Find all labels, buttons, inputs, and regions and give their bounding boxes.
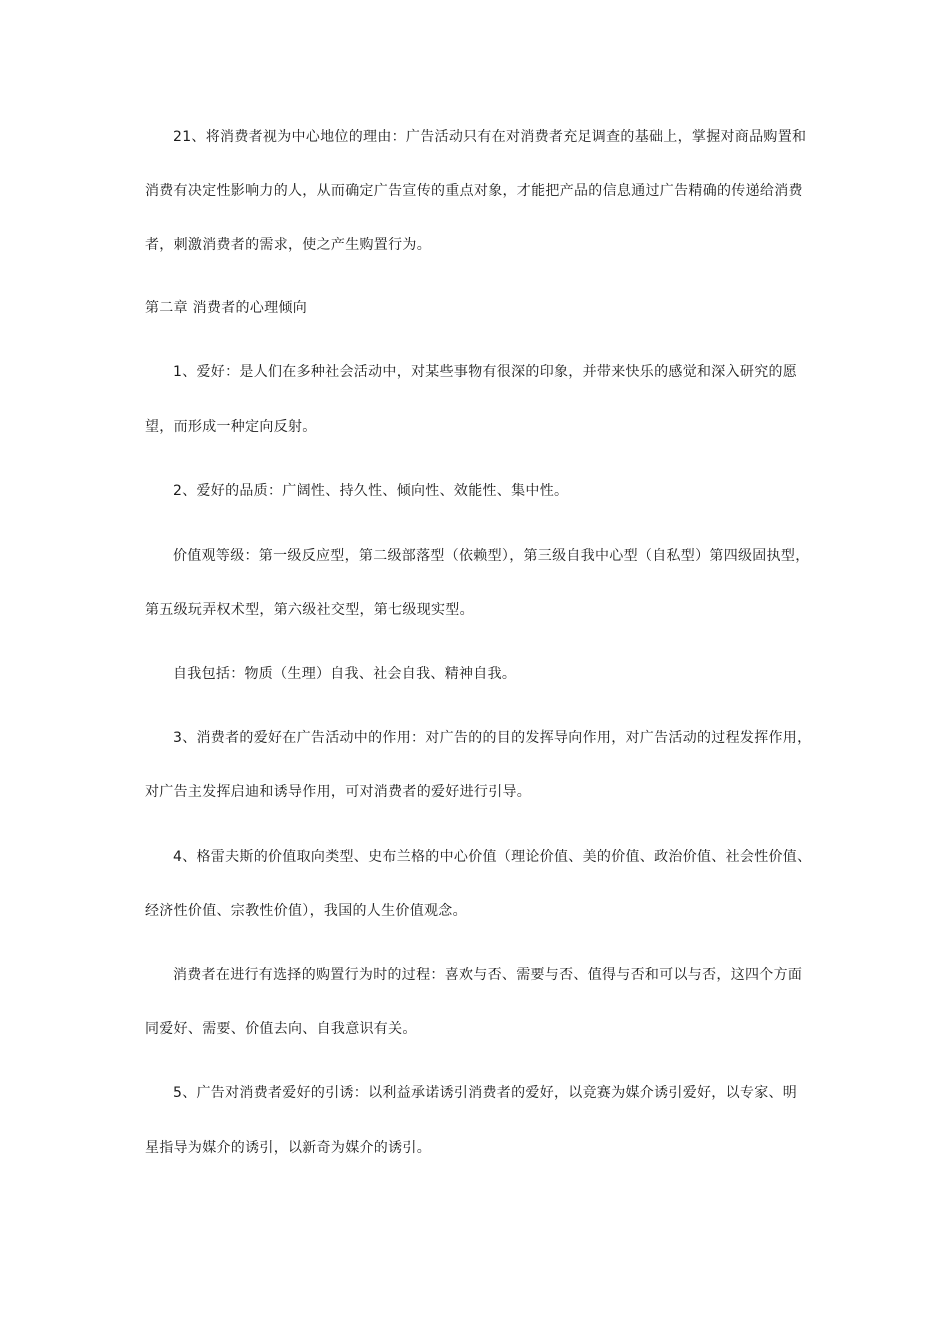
purchase-process-line-1: 消费者在进行有选择的购置行为时的过程：喜欢与否、需要与否、值得与否和可以与否，这四个方面 [173, 967, 803, 983]
paragraph-21-line-3: 者，刺激消费者的需求，使之产生购置行为。 [145, 237, 431, 253]
item-1-line-2: 望，而形成一种定向反射。 [145, 419, 317, 435]
value-levels-line-1: 价值观等级：第一级反应型，第二级部落型（依赖型），第三级自我中心型（自私型）第四级固执型， [173, 548, 810, 564]
item-4-line-2: 经济性价值、宗教性价值），我国的人生价值观念。 [145, 903, 467, 919]
item-3-line-1: 3、消费者的爱好在广告活动中的作用：对广告的的目的发挥导向作用，对广告活动的过程发挥作用， [173, 730, 812, 746]
purchase-process-line-2: 同爱好、需要、价值去向、自我意识有关。 [145, 1021, 417, 1037]
item-3-line-2: 对广告主发挥启迪和诱导作用，可对消费者的爱好进行引导。 [145, 784, 532, 800]
self-includes-line-1: 自我包括：物质（生理）自我、社会自我、精神自我。 [173, 666, 517, 682]
paragraph-21-line-1: 21、将消费者视为中心地位的理由：广告活动只有在对消费者充足调查的基础上，掌握对商品购置和 [173, 129, 807, 145]
item-1-line-1: 1、爱好：是人们在多种社会活动中，对某些事物有很深的印象，并带来快乐的感觉和深入研究的愿 [173, 364, 798, 380]
paragraph-21-line-2: 消费有决定性影响力的人，从而确定广告宣传的重点对象，才能把产品的信息通过广告精确的传递给消费 [145, 183, 803, 199]
item-5-line-2: 星指导为媒介的诱引，以新奇为媒介的诱引。 [145, 1140, 431, 1156]
chapter-heading: 第二章 消费者的心理倾向 [145, 300, 308, 316]
item-2-line-1: 2、爱好的品质：广阔性、持久性、倾向性、效能性、集中性。 [173, 483, 569, 499]
item-4-line-1: 4、格雷夫斯的价值取向类型、史布兰格的中心价值（理论价值、美的价值、政治价值、社会性价值、 [173, 849, 812, 865]
value-levels-line-2: 第五级玩弄权术型，第六级社交型，第七级现实型。 [145, 602, 474, 618]
item-5-line-1: 5、广告对消费者爱好的引诱：以利益承诺诱引消费者的爱好，以竞赛为媒介诱引爱好，以专家、明 [173, 1085, 798, 1101]
